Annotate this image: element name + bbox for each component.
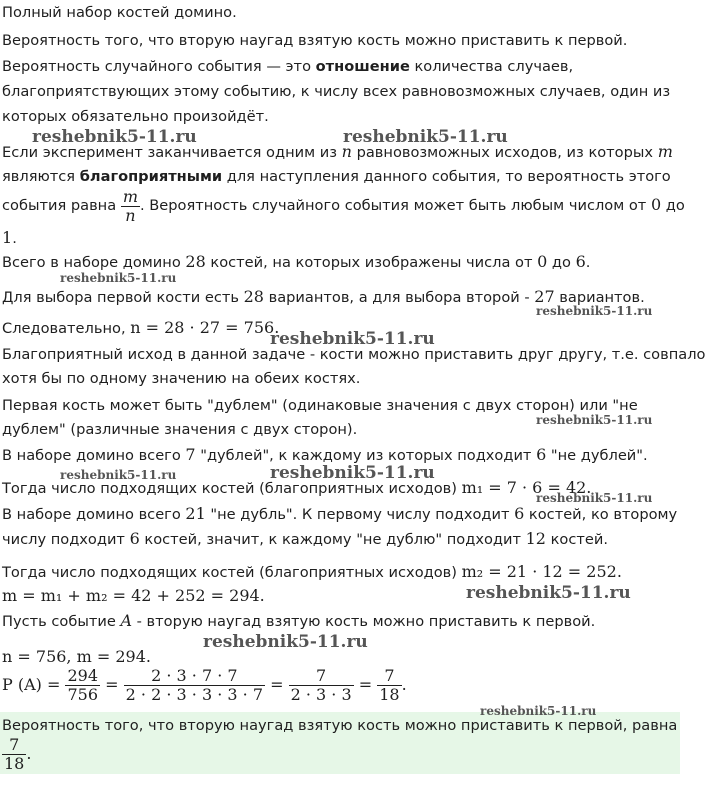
m2-line: Тогда число подходящих костей (благоприятных исходов) m₂ = 21 · 12 = 252. (2, 562, 622, 581)
watermark: reshebnik5-11.ru (32, 127, 197, 147)
nondoubles-line-1: В наборе домино всего 21 "не дубль". К первому числу подходит 6 костей, ко второму (2, 504, 678, 523)
watermark: reshebnik5-11.ru (343, 127, 508, 147)
watermark: reshebnik5-11.ru (536, 491, 653, 505)
rule-line-1: Если эксперимент заканчивается одним из n равновозможных исходов, из которых m (2, 142, 673, 161)
watermark: reshebnik5-11.ru (203, 632, 368, 652)
dominoes-count: Всего в наборе домино 28 костей, на которых изображены числа от 0 до 6. (2, 252, 591, 271)
watermark: reshebnik5-11.ru (466, 583, 631, 603)
fraction-reduced: $\frac{7}{2 \cdot 3 \cdot 3}$ (290, 666, 352, 704)
first-bone-line-1: Первая кость может быть "дублем" (одинаковые значения с двух сторон) или "не (2, 397, 638, 414)
fraction-294-756: $\frac{294}{756}$ (67, 666, 99, 704)
definition-line-2: благоприятствующих этому событию, к числу всех равновозможных случаев, один из (2, 83, 671, 100)
watermark: reshebnik5-11.ru (60, 271, 177, 285)
rule-line-3: события равна $\frac{m}{n}$ . Вероятность случайного события может быть любым числом от 0 до (2, 186, 685, 225)
m-sum-formula: m = m₁ + m₂ = 42 + 252 = 294. (2, 586, 265, 605)
favorable-line-2: хотя бы по одному значению на обеих костях. (2, 370, 361, 387)
probability-formula: P (A) = $\frac{294}{756}$ = $\frac{2 \cdot 3 \cdot 7 \cdot 7}{2 \cdot 2 \cdot 3 \cdot 3 \cdot 3 \cdot 7}$ = $\frac{7}{2 \cdot 3 \cdot 3}$ = $\frac{7}{18}$ . (2, 666, 407, 704)
definition-keyword: отношение (315, 58, 410, 75)
watermark: reshebnik5-11.ru (60, 468, 177, 482)
find-text: Вероятность того, что вторую наугад взятую кость можно приставить к первой. (2, 32, 628, 49)
fraction-factorized: $\frac{2 \cdot 3 \cdot 7 \cdot 7}{2 \cdot 2 \cdot 3 \cdot 3 \cdot 3 \cdot 7}$ (125, 666, 263, 704)
first-bone-line-2: дублем" (различные значения с двух сторон). (2, 421, 358, 438)
given-text: Полный набор костей домино. (2, 4, 237, 21)
doubles-line: В наборе домино всего 7 "дублей", к каждому из которых подходит 6 "не дублей". (2, 445, 648, 464)
n-m-values: n = 756, m = 294. (2, 647, 151, 666)
watermark: reshebnik5-11.ru (270, 463, 435, 483)
rule-line-2: являются благоприятными для наступления данного события, то вероятность этого (2, 168, 671, 185)
rule-line-4: 1. (2, 228, 17, 247)
watermark: reshebnik5-11.ru (536, 304, 653, 318)
favorable-line-1: Благоприятный исход в данной задаче - кости можно приставить друг другу, т.е. совпало (2, 346, 705, 363)
definition-line-1: Вероятность случайного события — это отношение количества случаев, (2, 58, 574, 75)
watermark: reshebnik5-11.ru (270, 329, 435, 349)
watermark: reshebnik5-11.ru (536, 413, 653, 427)
rule-keyword: благоприятными (79, 168, 223, 185)
m-over-n-fraction: $\frac{m}{n}$ (122, 186, 138, 225)
watermark: reshebnik5-11.ru (480, 704, 597, 718)
nondoubles-line-2: числу подходит 6 костей, значит, к каждому "не дублю" подходит 12 костей. (2, 529, 608, 548)
definition-line-3: которых обязательно произойдёт. (2, 108, 269, 125)
therefore-line: Следовательно, n = 28 · 27 = 756. (2, 318, 280, 337)
answer-text: Вероятность того, что вторую наугад взятую кость можно приставить к первой, равна (2, 717, 678, 734)
answer-fraction: $\frac{7}{18}$ . (4, 735, 32, 773)
fraction-result: $\frac{7}{18}$ (379, 666, 400, 704)
m1-line: Тогда число подходящих костей (благоприятных исходов) m₁ = 7 · 6 = 42. (2, 478, 592, 497)
event-line: Пусть событие A - вторую наугад взятую кость можно приставить к первой. (2, 611, 596, 630)
choice-line: Для выбора первой кости есть 28 вариантов, а для выбора второй - 27 вариантов. (2, 287, 645, 306)
